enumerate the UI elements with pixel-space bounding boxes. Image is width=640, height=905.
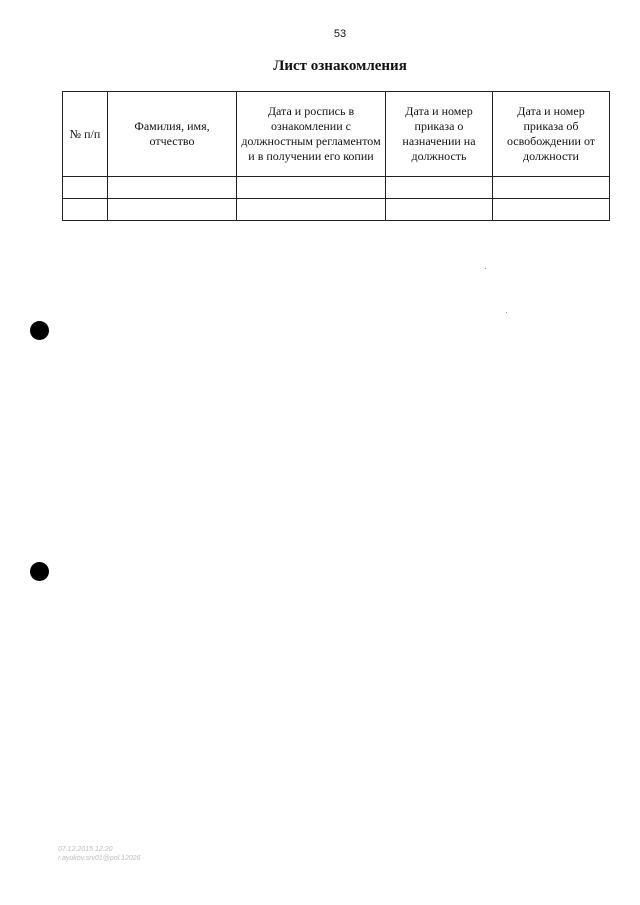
header-number: № п/п [63,92,108,177]
scan-stamp-date: 07.12.2015 12:20 [58,846,113,853]
table-cell [108,199,237,221]
scan-stamp [58,845,141,863]
table-cell [237,177,386,199]
table-row [63,177,610,199]
page-number: 53 [333,28,347,40]
punch-hole-bottom [30,562,49,581]
table-header-row [63,92,610,177]
table-row [63,199,610,221]
header-appointment-order: Дата и номер приказа о назначении на должность [386,92,493,177]
scan-stamp-id: r.ayukov.srv01@pol.12026 [58,855,141,862]
header-dismissal-order: Дата и номер приказа об освобождении от должности [493,92,610,177]
table-cell [108,177,237,199]
table-cell [386,199,493,221]
document-title: Лист ознакомления [273,58,407,74]
acknowledgment-table [62,91,610,221]
table-cell [493,199,610,221]
header-acknowledgment-signature: Дата и роспись в ознакомлении с должностным регламентом и в получении его копии [237,92,386,177]
table-cell [493,177,610,199]
punch-hole-top [30,321,49,340]
table-cell [63,199,108,221]
table-cell [237,199,386,221]
table-cell [63,177,108,199]
header-full-name: Фамилия, имя, отчество [108,92,237,177]
scan-speck [485,268,486,269]
table-cell [386,177,493,199]
scan-speck [506,312,507,313]
